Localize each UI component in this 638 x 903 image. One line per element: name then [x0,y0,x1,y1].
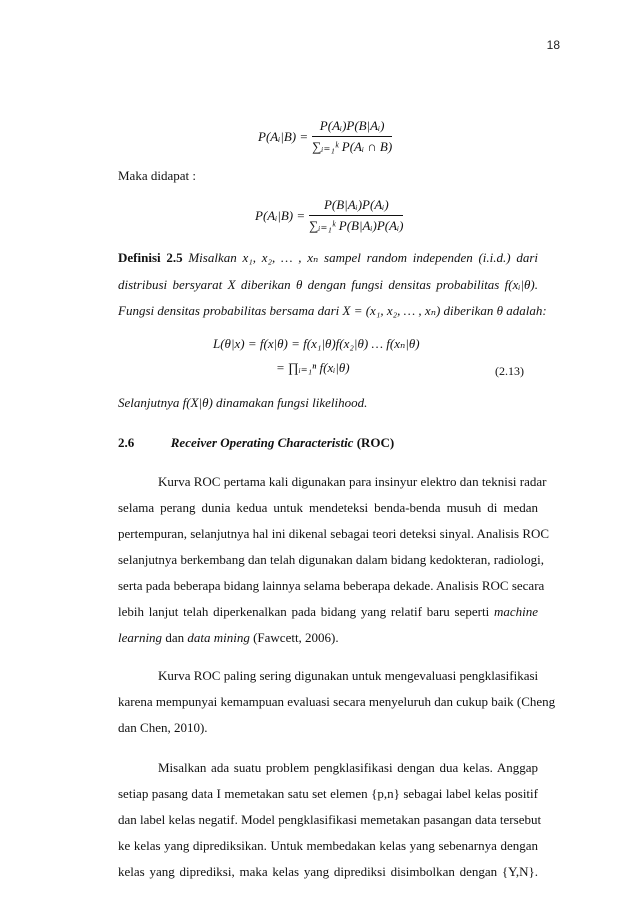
paragraph-1-line: pertempuran, selanjutnya hal ini dikenal sebagai teori deteksi sinyal. Analisis ROC [118,526,550,541]
italic-term: learning [118,630,163,645]
likelihood-sentence: Selanjutnya f(X|θ) dinamakan fungsi likelihood. [118,395,368,410]
fraction-numerator: P(Aᵢ)P(B|Aᵢ) [312,118,392,137]
definition-label: Definisi 2.5 [118,250,183,265]
section-heading [118,435,538,451]
equation-fraction [309,197,403,234]
bayes-equation-2 [255,197,403,234]
fraction-denominator: ∑ᵢ₌₁ᵏ P(B|Aᵢ)P(Aᵢ) [309,218,404,233]
equation-fraction [312,118,392,155]
equation-number: (2.13) [495,364,524,378]
fraction-denominator: ∑ᵢ₌₁ᵏ P(Aᵢ ∩ B) [312,139,393,154]
paragraph-1-line: selama perang dunia kedua untuk mendeteksi benda-benda musuh di medan [118,500,538,515]
paragraph-3-line: dan label kelas negatif. Model pengklasifikasi memetakan pasangan data tersebut [118,812,542,827]
section-title: Receiver Operating Characteristic [170,435,354,450]
equation-lhs: P(Aᵢ|B) = [255,207,306,223]
paragraph-2-line: karena mempunyai kemampuan evaluasi secara menyeluruh dan cukup baik (Cheng [118,694,556,709]
page-number: 18 [546,38,560,52]
definition-line-2: distribusi bersyarat X diberikan θ dengan fungsi densitas probabilitas f(xᵢ|θ). [118,277,538,292]
definition-line-1 [118,250,538,266]
paragraph-1-line: Kurva ROC pertama kali digunakan para insinyur elektro dan teknisi radar [158,474,547,489]
paragraph-3-line: ke kelas yang diprediksikan. Untuk membedakan kelas yang sebenarnya dengan [118,838,538,853]
likelihood-equation-line-1: L(θ|x) = f(x|θ) = f(x₁|θ)f(x₂|θ) … f(xₙ|θ) [213,336,420,351]
fraction-numerator: P(B|Aᵢ)P(Aᵢ) [309,197,403,216]
text-maka-didapat: Maka didapat : [118,168,196,183]
equation-lhs: P(Aᵢ|B) = [258,128,309,144]
definition-text: Misalkan x₁, x₂, … , xₙ sampel random independen (i.i.d.) dari [188,250,538,265]
paragraph-3-line: kelas yang diprediksi, maka kelas yang diprediksi disimbolkan dengan {Y,N}. [118,864,538,879]
paragraph-1-line: lebih lanjut telah diperkenalkan pada bidang yang relatif baru seperti machine [118,604,538,619]
italic-term: data mining [187,630,250,645]
definition-line-3: Fungsi densitas probabilitas bersama dari X = (x₁, x₂, … , xₙ) diberikan θ adalah: [118,303,547,318]
italic-term: machine [493,604,538,619]
section-number: 2.6 [118,435,135,450]
bayes-equation-1 [258,118,392,155]
paragraph-2-line: dan Chen, 2010). [118,720,208,735]
paragraph-3-line: Misalkan ada suatu problem pengklasifikasi dengan dua kelas. Anggap [158,760,538,775]
section-title-suffix: (ROC) [356,435,395,450]
paragraph-1-line: selanjutnya berkembang dan telah digunakan dalam bidang kedokteran, radiologi, [118,552,544,567]
paragraph-3-line: setiap pasang data I memetakan satu set elemen {p,n} sebagai label kelas positif [118,786,538,801]
paragraph-1-line: serta pada beberapa bidang lainnya selama beberapa dekade. Analisis ROC secara [118,578,545,593]
paragraph-2-line: Kurva ROC paling sering digunakan untuk mengevaluasi pengklasifikasi [158,668,539,683]
paragraph-1-line: learning dan data mining (Fawcett, 2006). [118,630,339,645]
likelihood-equation-line-2: = ∏ᵢ₌₁ⁿ f(xᵢ|θ) [276,360,350,375]
